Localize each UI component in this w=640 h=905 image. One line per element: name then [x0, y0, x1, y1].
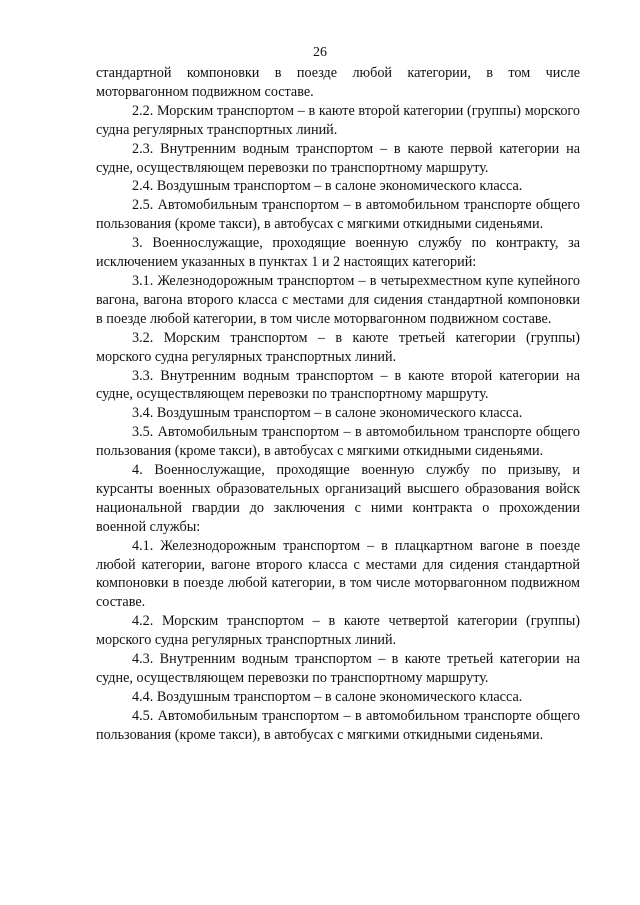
paragraph: 4.3. Внутренним водным транспортом – в каюте третьей категории на судне, осуществляющем перевозки по транспортному маршруту. [96, 651, 580, 686]
paragraph: 3.4. Воздушным транспортом – в салоне экономического класса. [132, 405, 523, 422]
paragraph: 2.4. Воздушным транспортом – в салоне экономического класса. [132, 178, 523, 195]
paragraph: 4.2. Морским транспортом – в каюте четвертой категории (группы) морского судна регулярных транспортных линий. [96, 613, 580, 649]
paragraph: 3.2. Морским транспортом – в каюте третьей категории (группы) морского судна регулярных транспортных линий. [96, 329, 580, 365]
paragraph: стандартной компоновки в поезде любой категории, в том числе моторвагонном подвижном составе. [96, 65, 580, 100]
paragraph: 4.4. Воздушным транспортом – в салоне экономического класса. [132, 688, 523, 705]
paragraph: 4.5. Автомобильным транспортом – в автомобильном транспорте общего пользования (кроме такси), в автобусах с мягкими откидными сиденьями. [96, 707, 580, 743]
paragraph: 4. Военнослужащие, проходящие военную службу по призыву, и курсанты военных образовательных организаций высшего образования войск национальной гвардии до заключения с ними контракта о прохождении военной службы: [96, 462, 580, 535]
paragraph: 3.5. Автомобильным транспортом – в автомобильном транспорте общего пользования (кроме такси), в автобусах с мягкими откидными сиденьями. [96, 424, 580, 460]
paragraph: 2.2. Морским транспортом – в каюте второй категории (группы) морского судна регулярных транспортных линий. [96, 102, 580, 138]
paragraph: 2.3. Внутренним водным транспортом – в каюте первой категории на судне, осуществляющем перевозки по транспортному маршруту. [96, 140, 580, 176]
paragraph: 2.5. Автомобильным транспортом – в автомобильном транспорте общего пользования (кроме такси), в автобусах с мягкими откидными сиденьями. [96, 197, 580, 233]
document-body [96, 64, 580, 745]
paragraph: 3. Военнослужащие, проходящие военную службу по контракту, за исключением указанных в пунктах 1 и 2 настоящих категорий: [96, 235, 580, 271]
paragraph: 4.1. Железнодорожным транспортом – в плацкартном вагоне в поезде любой категории, вагоне второго класса с местами для сидения стандартной компоновки в поезде любой категории, в том числе моторвагонном подвижном составе. [96, 537, 580, 611]
paragraph: 3.3. Внутренним водным транспортом – в каюте второй категории на судне, осуществляющем перевозки по транспортному маршруту. [96, 367, 580, 403]
page-number: 26 [313, 45, 327, 60]
paragraph: 3.1. Железнодорожным транспортом – в четырехместном купе купейного вагона, вагона второго класса с местами для сидения стандартной компоновки в поезде любой категории, в том числе моторвагонном подвижном составе. [96, 272, 580, 327]
